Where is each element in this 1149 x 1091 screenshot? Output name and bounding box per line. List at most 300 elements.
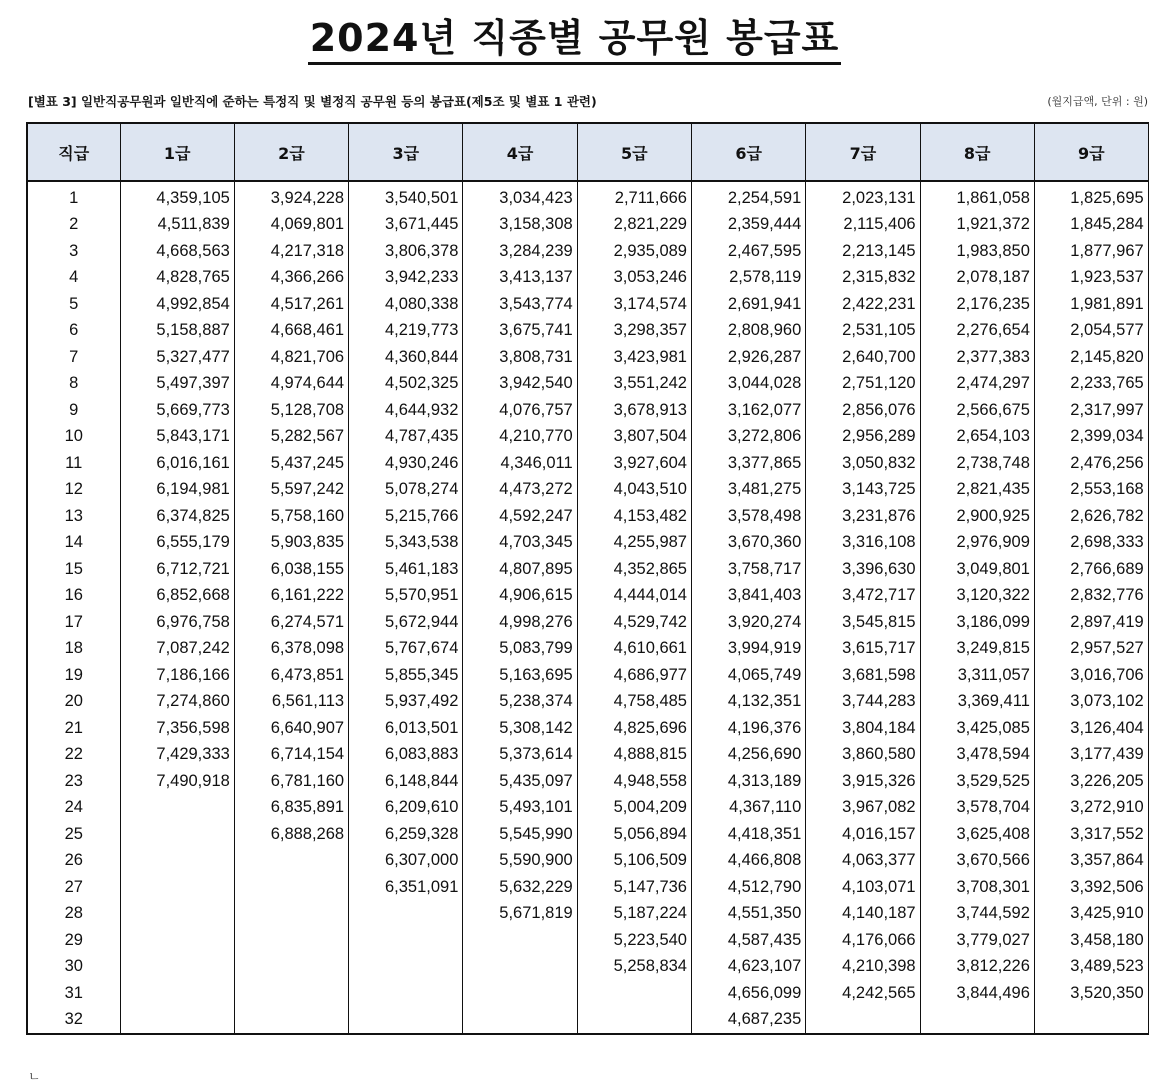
salary-cell: 6,038,155 [234,556,348,583]
salary-cell: 3,708,301 [920,874,1034,901]
column-header-rank-7: 7급 [806,123,920,181]
salary-cell: 3,034,423 [463,181,577,212]
table-row [27,768,1149,795]
salary-cell: 4,132,351 [691,689,805,716]
salary-cell: 2,422,231 [806,291,920,318]
table-row [27,424,1149,451]
table-row [27,980,1149,1007]
salary-cell [349,1007,463,1035]
salary-cell: 3,423,981 [577,344,691,371]
salary-cell: 5,083,799 [463,636,577,663]
salary-cell [806,1007,920,1035]
salary-cell: 2,176,235 [920,291,1034,318]
salary-cell: 3,807,504 [577,424,691,451]
table-row [27,344,1149,371]
salary-cell: 3,758,717 [691,556,805,583]
salary-cell: 3,357,864 [1034,848,1148,875]
salary-cell: 3,942,540 [463,371,577,398]
table-row [27,238,1149,265]
salary-cell: 2,738,748 [920,450,1034,477]
salary-cell: 6,351,091 [349,874,463,901]
salary-cell: 6,374,825 [120,503,234,530]
salary-cell: 4,587,435 [691,927,805,954]
salary-cell: 6,161,222 [234,583,348,610]
salary-cell: 3,478,594 [920,742,1034,769]
step-number-cell: 8 [27,371,120,398]
footnote-mark: ㄴ [28,1069,41,1084]
salary-cell: 1,861,058 [920,181,1034,212]
salary-cell: 4,352,865 [577,556,691,583]
step-number-cell: 32 [27,1007,120,1035]
salary-cell: 4,992,854 [120,291,234,318]
salary-cell: 2,821,229 [577,212,691,239]
salary-cell: 5,843,171 [120,424,234,451]
salary-cell [120,874,234,901]
table-row [27,927,1149,954]
salary-cell: 4,517,261 [234,291,348,318]
salary-cell: 4,551,350 [691,901,805,928]
salary-table [26,122,1149,1035]
salary-cell [234,901,348,928]
header-row [27,123,1149,181]
salary-cell: 3,316,108 [806,530,920,557]
salary-cell: 5,497,397 [120,371,234,398]
step-number-cell: 29 [27,927,120,954]
salary-cell: 4,366,266 [234,265,348,292]
salary-cell: 6,714,154 [234,742,348,769]
salary-cell: 3,073,102 [1034,689,1148,716]
table-row [27,609,1149,636]
salary-cell: 6,307,000 [349,848,463,875]
salary-cell: 3,396,630 [806,556,920,583]
salary-cell [349,980,463,1007]
salary-cell: 2,276,654 [920,318,1034,345]
table-row [27,265,1149,292]
salary-cell: 3,681,598 [806,662,920,689]
table-row [27,689,1149,716]
salary-cell: 3,413,137 [463,265,577,292]
salary-cell: 4,758,485 [577,689,691,716]
step-number-cell: 7 [27,344,120,371]
salary-cell: 2,377,383 [920,344,1034,371]
column-header-rank-2: 2급 [234,123,348,181]
salary-cell [120,848,234,875]
salary-cell: 5,669,773 [120,397,234,424]
salary-cell: 5,671,819 [463,901,577,928]
salary-cell: 5,545,990 [463,821,577,848]
salary-cell: 3,392,506 [1034,874,1148,901]
table-row [27,874,1149,901]
salary-cell: 4,466,808 [691,848,805,875]
salary-cell: 3,481,275 [691,477,805,504]
table-row [27,742,1149,769]
salary-cell: 3,317,552 [1034,821,1148,848]
salary-table-body [27,181,1149,1034]
salary-cell: 2,711,666 [577,181,691,212]
salary-cell: 5,435,097 [463,768,577,795]
salary-cell [920,1007,1034,1035]
salary-cell: 4,346,011 [463,450,577,477]
salary-cell: 3,808,731 [463,344,577,371]
salary-cell: 3,143,725 [806,477,920,504]
salary-cell: 2,821,435 [920,477,1034,504]
salary-cell: 3,284,239 [463,238,577,265]
salary-cell: 4,998,276 [463,609,577,636]
table-row [27,291,1149,318]
salary-cell: 2,399,034 [1034,424,1148,451]
salary-cell: 3,158,308 [463,212,577,239]
salary-cell: 6,209,610 [349,795,463,822]
salary-cell: 3,231,876 [806,503,920,530]
step-number-cell: 25 [27,821,120,848]
salary-cell: 3,186,099 [920,609,1034,636]
salary-cell: 3,615,717 [806,636,920,663]
salary-cell: 3,804,184 [806,715,920,742]
salary-cell: 5,106,509 [577,848,691,875]
salary-cell [120,821,234,848]
salary-cell: 3,016,706 [1034,662,1148,689]
step-number-cell: 28 [27,901,120,928]
salary-cell: 3,425,085 [920,715,1034,742]
salary-cell: 2,900,925 [920,503,1034,530]
salary-cell: 4,196,376 [691,715,805,742]
step-number-cell: 13 [27,503,120,530]
table-row [27,371,1149,398]
salary-cell [234,927,348,954]
salary-cell: 4,367,110 [691,795,805,822]
salary-cell: 2,115,406 [806,212,920,239]
salary-cell: 5,343,538 [349,530,463,557]
salary-cell: 7,274,860 [120,689,234,716]
table-row [27,318,1149,345]
table-row [27,901,1149,928]
salary-cell: 4,313,189 [691,768,805,795]
salary-cell: 3,860,580 [806,742,920,769]
salary-cell [1034,1007,1148,1035]
salary-cell: 3,551,242 [577,371,691,398]
salary-cell: 4,906,615 [463,583,577,610]
salary-cell: 3,044,028 [691,371,805,398]
salary-cell: 4,512,790 [691,874,805,901]
salary-cell [463,980,577,1007]
salary-cell: 2,856,076 [806,397,920,424]
page-title [0,14,1149,65]
table-row [27,397,1149,424]
salary-cell: 7,087,242 [120,636,234,663]
salary-cell: 2,640,700 [806,344,920,371]
unit-note: (월지급액, 단위 : 원) [1047,95,1148,108]
table-row [27,795,1149,822]
salary-cell: 5,258,834 [577,954,691,981]
salary-cell: 2,078,187 [920,265,1034,292]
step-number-cell: 24 [27,795,120,822]
salary-cell: 3,126,404 [1034,715,1148,742]
salary-cell: 3,226,205 [1034,768,1148,795]
salary-cell: 4,444,014 [577,583,691,610]
salary-cell: 1,921,372 [920,212,1034,239]
table-row [27,1007,1149,1035]
salary-cell: 3,744,283 [806,689,920,716]
salary-cell: 6,561,113 [234,689,348,716]
salary-cell: 4,668,563 [120,238,234,265]
salary-cell: 5,147,736 [577,874,691,901]
table-row [27,636,1149,663]
salary-cell: 3,472,717 [806,583,920,610]
salary-cell: 1,981,891 [1034,291,1148,318]
salary-cell: 1,983,850 [920,238,1034,265]
salary-cell: 3,844,496 [920,980,1034,1007]
salary-cell: 3,489,523 [1034,954,1148,981]
salary-cell: 5,327,477 [120,344,234,371]
salary-cell: 4,103,071 [806,874,920,901]
salary-cell: 2,832,776 [1034,583,1148,610]
salary-cell: 4,418,351 [691,821,805,848]
salary-cell: 3,812,226 [920,954,1034,981]
salary-cell: 4,219,773 [349,318,463,345]
salary-cell: 5,767,674 [349,636,463,663]
salary-cell: 6,835,891 [234,795,348,822]
salary-cell: 5,308,142 [463,715,577,742]
salary-cell: 4,080,338 [349,291,463,318]
step-number-cell: 20 [27,689,120,716]
table-row [27,662,1149,689]
salary-cell [349,901,463,928]
salary-cell [234,848,348,875]
salary-cell: 3,806,378 [349,238,463,265]
salary-cell: 3,520,350 [1034,980,1148,1007]
step-number-cell: 11 [27,450,120,477]
salary-cell: 4,592,247 [463,503,577,530]
salary-cell: 2,531,105 [806,318,920,345]
table-row [27,503,1149,530]
salary-cell: 4,825,696 [577,715,691,742]
salary-cell: 3,744,592 [920,901,1034,928]
salary-cell: 1,845,284 [1034,212,1148,239]
salary-cell [120,1007,234,1035]
table-row [27,450,1149,477]
column-header-rank-3: 3급 [349,123,463,181]
step-number-cell: 18 [27,636,120,663]
salary-cell: 3,920,274 [691,609,805,636]
step-number-cell: 16 [27,583,120,610]
salary-cell: 2,359,444 [691,212,805,239]
salary-cell: 3,545,815 [806,609,920,636]
salary-cell: 4,668,461 [234,318,348,345]
salary-cell: 4,686,977 [577,662,691,689]
salary-cell: 2,654,103 [920,424,1034,451]
page-title-text: 2024년 직종별 공무원 봉급표 [308,14,842,65]
salary-cell: 5,223,540 [577,927,691,954]
salary-cell: 2,808,960 [691,318,805,345]
table-row [27,583,1149,610]
salary-cell: 5,855,345 [349,662,463,689]
salary-cell: 5,238,374 [463,689,577,716]
salary-cell: 3,924,228 [234,181,348,212]
step-number-cell: 4 [27,265,120,292]
salary-cell: 4,076,757 [463,397,577,424]
salary-cell: 3,162,077 [691,397,805,424]
salary-cell: 4,502,325 [349,371,463,398]
salary-cell: 7,356,598 [120,715,234,742]
salary-cell [120,980,234,1007]
salary-cell [120,901,234,928]
salary-cell: 6,194,981 [120,477,234,504]
salary-cell: 3,540,501 [349,181,463,212]
step-number-cell: 15 [27,556,120,583]
salary-cell: 6,259,328 [349,821,463,848]
salary-cell: 4,065,749 [691,662,805,689]
salary-cell: 4,140,187 [806,901,920,928]
salary-cell [234,954,348,981]
salary-cell: 2,578,119 [691,265,805,292]
step-number-cell: 23 [27,768,120,795]
salary-table-header [27,123,1149,181]
column-header-rank-9: 9급 [1034,123,1148,181]
salary-cell: 3,049,801 [920,556,1034,583]
salary-cell: 2,566,675 [920,397,1034,424]
salary-cell: 6,640,907 [234,715,348,742]
salary-cell: 2,213,145 [806,238,920,265]
salary-cell: 7,186,166 [120,662,234,689]
table-row [27,212,1149,239]
salary-cell: 4,644,932 [349,397,463,424]
salary-cell: 2,976,909 [920,530,1034,557]
salary-cell: 3,543,774 [463,291,577,318]
salary-cell: 3,927,604 [577,450,691,477]
salary-cell: 2,553,168 [1034,477,1148,504]
salary-cell: 2,897,419 [1034,609,1148,636]
column-header-grade: 직급 [27,123,120,181]
salary-cell: 2,054,577 [1034,318,1148,345]
column-header-rank-4: 4급 [463,123,577,181]
salary-cell: 5,187,224 [577,901,691,928]
step-number-cell: 9 [27,397,120,424]
salary-cell: 4,256,690 [691,742,805,769]
salary-cell [349,927,463,954]
salary-cell: 6,555,179 [120,530,234,557]
salary-cell: 4,623,107 [691,954,805,981]
salary-cell: 2,254,591 [691,181,805,212]
salary-cell: 4,948,558 [577,768,691,795]
salary-cell: 5,461,183 [349,556,463,583]
salary-cell: 4,473,272 [463,477,577,504]
salary-cell: 4,210,770 [463,424,577,451]
salary-cell [577,980,691,1007]
salary-cell: 1,923,537 [1034,265,1148,292]
salary-cell: 3,779,027 [920,927,1034,954]
salary-cell: 4,063,377 [806,848,920,875]
salary-cell: 3,272,910 [1034,795,1148,822]
salary-cell: 6,888,268 [234,821,348,848]
salary-cell: 3,174,574 [577,291,691,318]
salary-cell [120,954,234,981]
salary-cell: 7,429,333 [120,742,234,769]
salary-cell: 2,766,689 [1034,556,1148,583]
salary-cell: 3,050,832 [806,450,920,477]
salary-cell [234,980,348,1007]
salary-cell: 2,233,765 [1034,371,1148,398]
salary-cell: 3,120,322 [920,583,1034,610]
step-number-cell: 1 [27,181,120,212]
salary-cell [463,954,577,981]
salary-cell: 3,177,439 [1034,742,1148,769]
salary-cell: 3,578,498 [691,503,805,530]
salary-cell: 2,626,782 [1034,503,1148,530]
salary-cell: 4,217,318 [234,238,348,265]
salary-cell: 4,787,435 [349,424,463,451]
salary-cell: 1,825,695 [1034,181,1148,212]
step-number-cell: 22 [27,742,120,769]
salary-cell: 3,625,408 [920,821,1034,848]
salary-cell: 3,670,566 [920,848,1034,875]
salary-cell: 6,016,161 [120,450,234,477]
salary-cell [463,1007,577,1035]
salary-cell: 3,458,180 [1034,927,1148,954]
salary-cell: 2,926,287 [691,344,805,371]
salary-cell [234,874,348,901]
salary-cell: 2,023,131 [806,181,920,212]
table-row [27,556,1149,583]
salary-cell: 3,249,815 [920,636,1034,663]
salary-cell: 2,751,120 [806,371,920,398]
step-number-cell: 5 [27,291,120,318]
step-number-cell: 19 [27,662,120,689]
salary-cell: 6,013,501 [349,715,463,742]
salary-cell: 4,610,661 [577,636,691,663]
step-number-cell: 10 [27,424,120,451]
salary-cell: 7,490,918 [120,768,234,795]
salary-cell: 5,672,944 [349,609,463,636]
step-number-cell: 30 [27,954,120,981]
salary-cell: 2,935,089 [577,238,691,265]
step-number-cell: 2 [27,212,120,239]
step-number-cell: 3 [27,238,120,265]
salary-cell: 3,369,411 [920,689,1034,716]
salary-cell: 3,425,910 [1034,901,1148,928]
step-number-cell: 17 [27,609,120,636]
salary-cell [234,1007,348,1035]
table-row [27,821,1149,848]
salary-cell: 2,698,333 [1034,530,1148,557]
salary-cell: 2,145,820 [1034,344,1148,371]
table-row [27,477,1149,504]
salary-cell: 5,570,951 [349,583,463,610]
salary-cell: 2,691,941 [691,291,805,318]
step-number-cell: 31 [27,980,120,1007]
salary-cell: 5,758,160 [234,503,348,530]
salary-cell: 4,210,398 [806,954,920,981]
salary-cell: 4,821,706 [234,344,348,371]
step-number-cell: 6 [27,318,120,345]
salary-cell: 3,578,704 [920,795,1034,822]
salary-cell [349,954,463,981]
table-row [27,181,1149,212]
salary-cell: 4,687,235 [691,1007,805,1035]
salary-cell [120,927,234,954]
column-header-rank-6: 6급 [691,123,805,181]
salary-cell: 6,976,758 [120,609,234,636]
table-row [27,848,1149,875]
salary-cell: 6,378,098 [234,636,348,663]
salary-cell: 3,298,357 [577,318,691,345]
salary-cell: 4,255,987 [577,530,691,557]
step-number-cell: 26 [27,848,120,875]
salary-cell: 6,781,160 [234,768,348,795]
salary-cell: 6,712,721 [120,556,234,583]
salary-cell: 4,807,895 [463,556,577,583]
step-number-cell: 21 [27,715,120,742]
salary-cell [577,1007,691,1035]
